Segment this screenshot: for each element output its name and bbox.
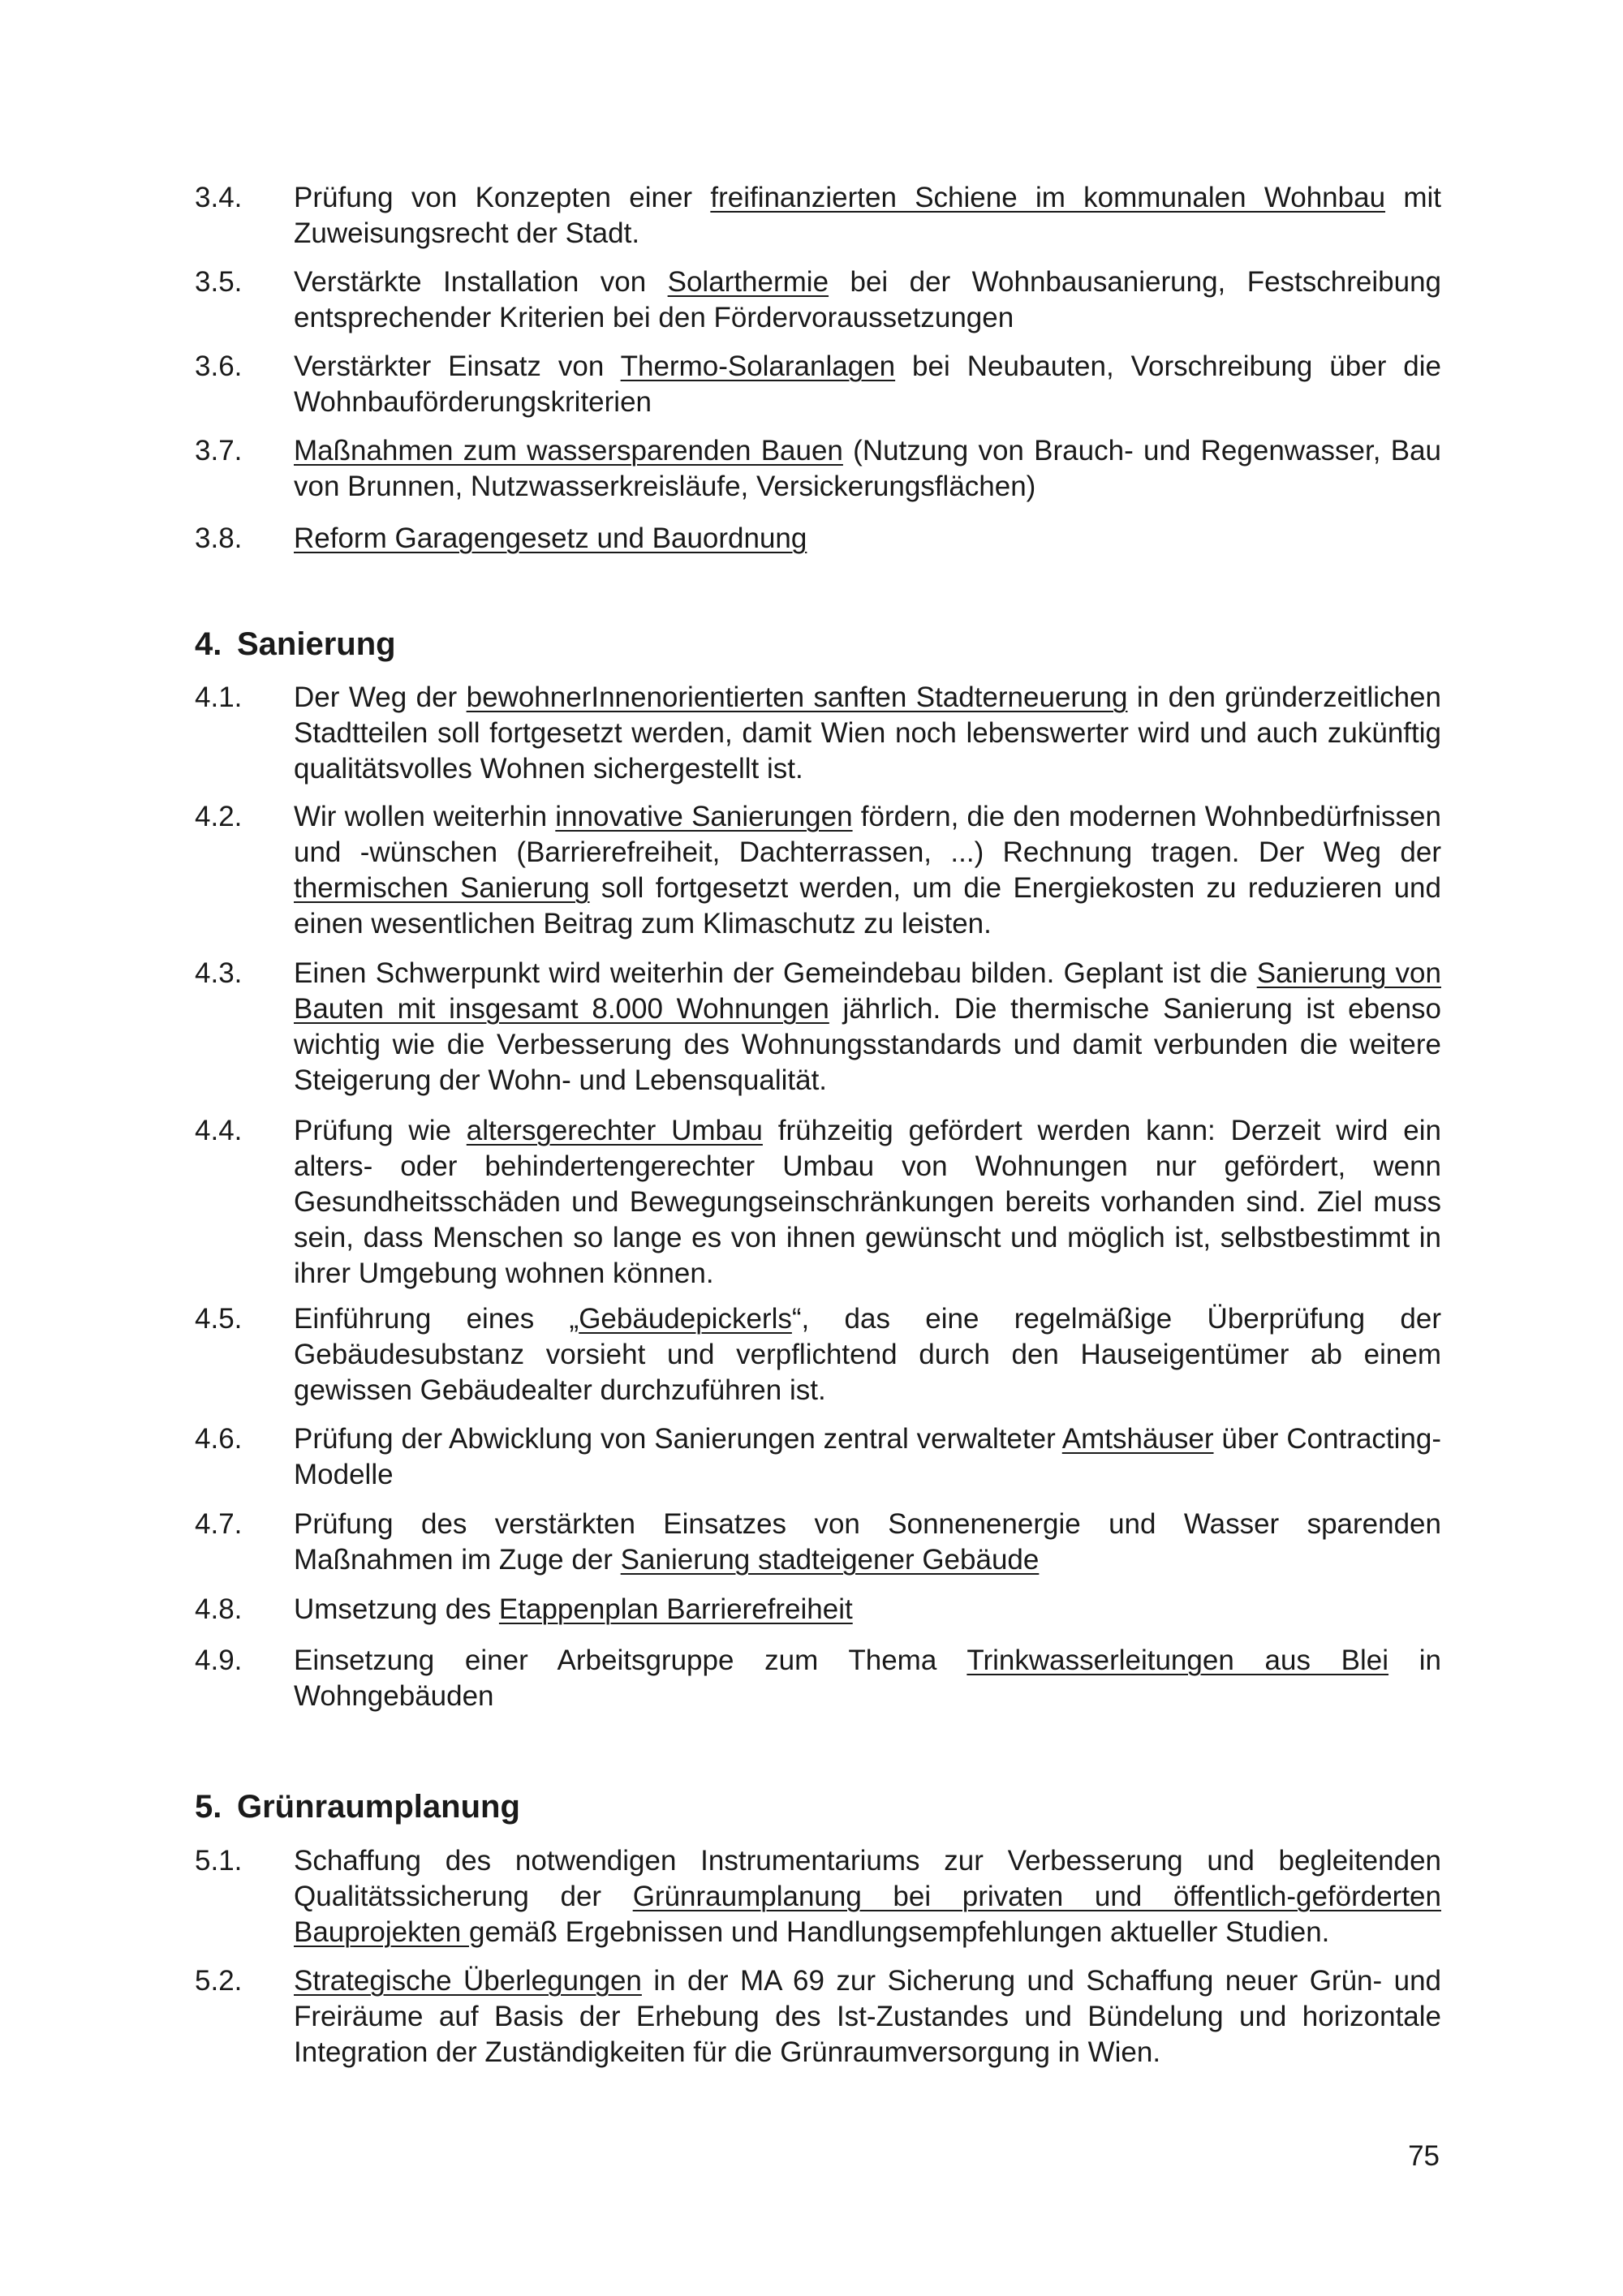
item-number: 3.6.	[195, 350, 243, 382]
section-number: 5.	[195, 1789, 222, 1825]
item-text: Verstärkte Installation von Solarthermie bei der Wohnbausanierung, Festschreibung entsprechender Kriterien bei den Fördervoraussetzungen	[294, 266, 1441, 333]
item-number: 5.2.	[195, 1965, 243, 1997]
item-number: 4.3.	[195, 957, 243, 989]
item-number: 4.1.	[195, 681, 243, 713]
section-heading	[195, 625, 396, 664]
item-number: 4.9.	[195, 1645, 243, 1676]
item-number: 3.7.	[195, 435, 243, 467]
item-text: Prüfung von Konzepten einer freifinanzierten Schiene im kommunalen Wohnbau mit Zuweisungsrecht der Stadt.	[294, 182, 1441, 249]
item-text: Prüfung wie altersgerechter Umbau frühzeitig gefördert werden kann: Derzeit wird ein alters- oder behindertengerechter Umbau von Wohnungen nur gefördert, wenn Gesundheitsschäden und Bewegungseinschränkungen bereits vorhanden sind. Ziel muss sein, dass Menschen so lange es von ihnen gewünscht und möglich ist, selbstbestimmt in ihrer Umgebung wohnen können.	[294, 1115, 1442, 1289]
item-text: Maßnahmen zum wassersparenden Bauen (Nutzung von Brauch- und Regenwasser, Bau von Brunnen, Nutzwasserkreisläufe, Versickerungsflächen)	[294, 435, 1441, 502]
item-number: 4.4.	[195, 1115, 243, 1146]
section-number: 4.	[195, 626, 222, 662]
item-text: Strategische Überlegungen in der MA 69 zur Sicherung und Schaffung neuer Grün- und Freiräume auf Basis der Erhebung des Ist-Zustandes und Bündelung und horizontale Integration der Zuständigkeiten für die Grünraumversorgung in Wien.	[294, 1965, 1442, 2068]
section-title: Sanierung	[237, 626, 396, 662]
item-text: Reform Garagengesetz und Bauordnung	[294, 522, 807, 554]
item-number: 4.2.	[195, 801, 243, 832]
item-number: 3.5.	[195, 266, 243, 298]
item-text: Verstärkter Einsatz von Thermo-Solaranlagen bei Neubauten, Vorschreibung über die Wohnbauförderungskriterien	[294, 350, 1441, 418]
page-number: 75	[1408, 2140, 1440, 2172]
section-title: Grünraumplanung	[237, 1789, 520, 1825]
item-number: 5.1.	[195, 1845, 243, 1877]
item-text: Schaffung des notwendigen Instrumentariums zur Verbesserung und begleitenden Qualitätssicherung der Grünraumplanung bei privaten und öffentlich-geförderten Bauprojekten gemäß Ergebnissen und Handlungsempfehlungen aktueller Studien.	[294, 1845, 1441, 1948]
item-text: Einen Schwerpunkt wird weiterhin der Gemeindebau bilden. Geplant ist die Sanierung von Bauten mit insgesamt 8.000 Wohnungen jährlich. Die thermische Sanierung ist ebenso wichtig wie die Verbesserung des Wohnungsstandards und damit verbunden die weitere Steigerung der Wohn- und Lebensqualität.	[294, 957, 1441, 1096]
item-number: 4.5.	[195, 1303, 243, 1335]
item-text: Umsetzung des Etappenplan Barrierefreiheit	[294, 1593, 853, 1625]
item-number: 4.7.	[195, 1508, 243, 1540]
item-text: Wir wollen weiterhin innovative Sanierungen fördern, die den modernen Wohnbedürfnissen und -wünschen (Barrierefreiheit, Dachterrassen, ...) Rechnung tragen. Der Weg der thermischen Sanierung soll fortgesetzt werden, um die Energiekosten zu reduzieren und einen wesentlichen Beitrag zum Klimaschutz zu leisten.	[294, 801, 1441, 939]
item-number: 3.4.	[195, 182, 243, 213]
item-text: Einführung eines „Gebäudepickerls“, das eine regelmäßige Überprüfung der Gebäudesubstanz vorsieht und verpflichtend durch den Hauseigentümer ab einem gewissen Gebäudealter durchzuführen ist.	[294, 1303, 1441, 1406]
item-text: Prüfung der Abwicklung von Sanierungen zentral verwalteter Amtshäuser über Contracting-Modelle	[294, 1423, 1441, 1490]
item-number: 3.8.	[195, 522, 243, 554]
item-number: 4.8.	[195, 1593, 243, 1625]
section-heading	[195, 1787, 520, 1826]
item-text: Der Weg der bewohnerInnenorientierten sanften Stadterneuerung in den gründerzeitlichen Stadtteilen soll fortgesetzt werden, damit Wien noch lebenswerter wird und auch zukünftig qualitätsvolles Wohnen sichergestellt ist.	[294, 681, 1441, 785]
item-text: Prüfung des verstärkten Einsatzes von Sonnenenergie und Wasser sparenden Maßnahmen im Zuge der Sanierung stadteigener Gebäude	[294, 1508, 1441, 1576]
item-text: Einsetzung einer Arbeitsgruppe zum Thema Trinkwasserleitungen aus Blei in Wohngebäuden	[294, 1645, 1442, 1712]
item-number: 4.6.	[195, 1423, 243, 1455]
